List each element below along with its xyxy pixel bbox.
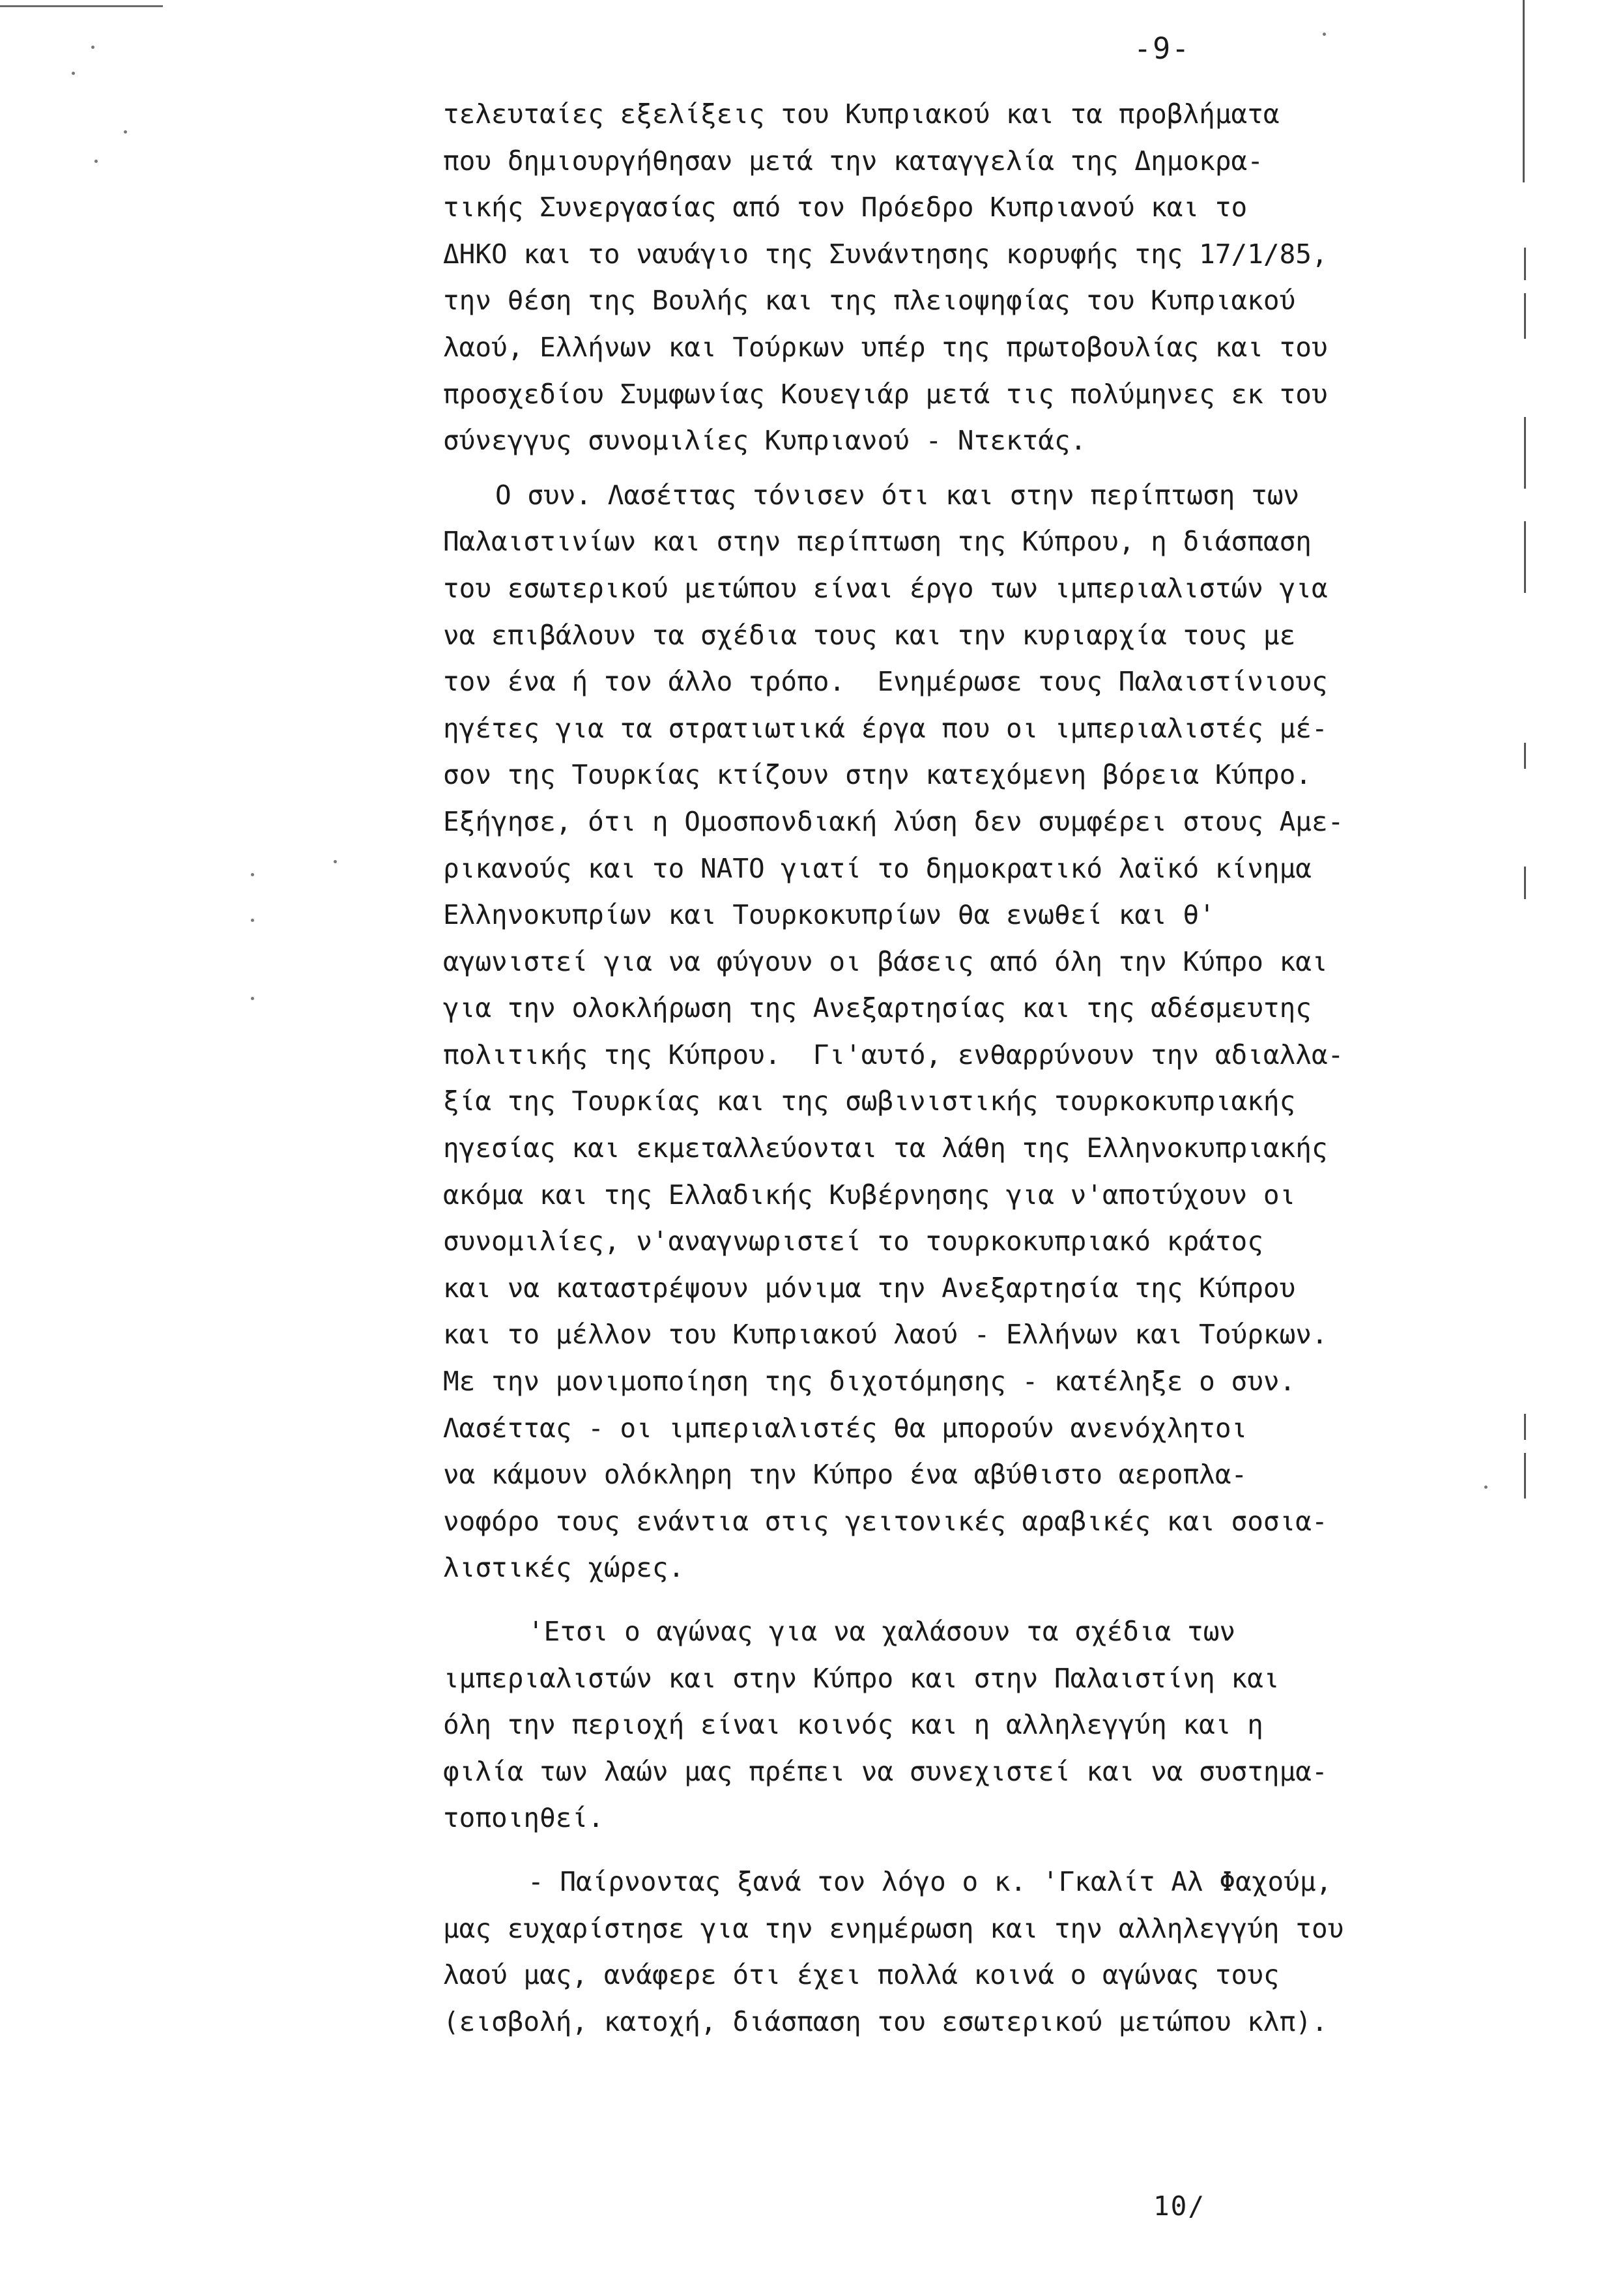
- text-line: σύνεγγυς συνομιλίες Κυπριανού - Ντεκτάς.: [443, 425, 1087, 457]
- margin-speck: [72, 72, 75, 75]
- margin-line: [1524, 248, 1526, 280]
- text-line: μας ευχαρίστησε για την ενημέρωση και την αλληλεγγύη του: [443, 1912, 1344, 1944]
- text-line: για την ολοκλήρωση της Ανεξαρτησίας και της αδέσμευτης: [443, 992, 1312, 1024]
- margin-speck: [1484, 1485, 1488, 1489]
- paragraph-gap: [443, 1592, 1459, 1609]
- paragraph-gap: [443, 1842, 1459, 1859]
- text-line: Ο συν. Λασέττας τόνισεν ότι και στην περίπτωση των: [495, 479, 1300, 511]
- text-line: Λασέττας - οι ιμπεριαλιστές θα μπορούν ανενόχλητοι: [443, 1412, 1248, 1444]
- paragraph-2: [443, 472, 1459, 1592]
- margin-line: [1524, 417, 1526, 489]
- margin-speck: [251, 873, 254, 876]
- text-line: λαού, Ελλήνων και Τούρκων υπέρ της πρωτοβουλίας και του: [443, 331, 1328, 363]
- text-line: Με την μονιμοποίηση της διχοτόμησης - κατέληξε ο συν.: [443, 1366, 1296, 1398]
- margin-line: [1524, 1453, 1526, 1499]
- margin-speck: [91, 46, 94, 49]
- text-line: που δημιουργήθησαν μετά την καταγγελία της Δημοκρα-: [443, 145, 1263, 177]
- text-line: προσχεδίου Συμφωνίας Κουεγιάρ μετά τις πολύμηνες εκ του: [443, 378, 1328, 410]
- margin-speck: [124, 130, 127, 134]
- margin-line: [1524, 867, 1526, 899]
- margin-speck: [94, 160, 98, 163]
- text-line: όλη την περιοχή είναι κοινός και η αλληλεγγύη και η: [443, 1709, 1263, 1741]
- text-line: σον της Τουρκίας κτίζουν στην κατεχόμενη βόρεια Κύπρο.: [443, 759, 1312, 791]
- body-text: [443, 91, 1459, 2045]
- top-rule: [0, 5, 163, 7]
- text-line: Εξήγησε, ότι η Ομοσπονδιακή λύση δεν συμφέρει στους Αμε-: [443, 805, 1344, 837]
- text-line: αγωνιστεί για να φύγουν οι βάσεις από όλη την Κύπρο και: [443, 945, 1328, 977]
- text-line: ΔΗΚΟ και το ναυάγιο της Συνάντησης κορυφής της 17/1/85,: [443, 238, 1328, 270]
- text-line: και να καταστρέψουν μόνιμα την Ανεξαρτησία της Κύπρου: [443, 1272, 1296, 1304]
- page-number: -9-: [1134, 31, 1191, 66]
- text-line: τικής Συνεργασίας από τον Πρόεδρο Κυπριανού και το: [443, 192, 1248, 223]
- paragraph-1: [443, 91, 1459, 465]
- text-line: ρικανούς και το ΝΑΤΟ γιατί το δημοκρατικό λαϊκό κίνημα: [443, 852, 1312, 884]
- paragraph-4: [443, 1859, 1459, 2045]
- margin-line: [1524, 521, 1526, 593]
- text-line: Παλαιστινίων και στην περίπτωση της Κύπρου, η διάσπαση: [443, 526, 1312, 558]
- paragraph-3: [443, 1609, 1459, 1842]
- paragraph-gap: [443, 465, 1459, 472]
- text-line: τελευταίες εξελίξεις του Κυπριακού και τα προβλήματα: [443, 98, 1280, 130]
- text-line: τον ένα ή τον άλλο τρόπο. Ενημέρωσε τους Παλαιστίνιους: [443, 666, 1328, 698]
- text-line: ηγεσίας και εκμεταλλεύονται τα λάθη της Ελληνοκυπριακής: [443, 1132, 1328, 1164]
- text-line: και το μέλλον του Κυπριακού λαού - Ελλήνων και Τούρκων.: [443, 1319, 1328, 1351]
- text-line: να κάμουν ολόκληρη την Κύπρο ένα αβύθιστο αεροπλα-: [443, 1459, 1248, 1491]
- text-line: ξία της Τουρκίας και της σωβινιστικής τουρκοκυπριακής: [443, 1085, 1296, 1117]
- margin-speck: [334, 860, 337, 863]
- margin-line: [1524, 1414, 1526, 1440]
- text-line: συνομιλίες, ν'αναγνωριστεί το τουρκοκυπριακό κράτος: [443, 1226, 1263, 1257]
- text-line: λαού μας, ανάφερε ότι έχει πολλά κοινά ο αγώνας τους: [443, 1959, 1280, 1991]
- text-line: την θέση της Βουλής και της πλειοψηφίας του Κυπριακού: [443, 285, 1296, 317]
- text-line: του εσωτερικού μετώπου είναι έργο των ιμπεριαλιστών για: [443, 572, 1328, 604]
- text-line: - Παίρνοντας ξανά τον λόγο ο κ. 'Γκαλίτ Αλ Φαχούμ,: [528, 1865, 1332, 1897]
- continuation-marker: 10/: [1153, 2190, 1206, 2222]
- text-line: 'Ετσι ο αγώνας για να χαλάσουν τα σχέδια των: [528, 1616, 1236, 1647]
- text-line: φιλία των λαών μας πρέπει να συνεχιστεί και να συστημα-: [443, 1755, 1328, 1787]
- text-line: πολιτικής της Κύπρου. Γι'αυτό, ενθαρρύνουν την αδιαλλα-: [443, 1039, 1344, 1070]
- text-line: ιμπεριαλιστών και στην Κύπρο και στην Παλαιστίνη και: [443, 1662, 1280, 1694]
- margin-line: [1523, 0, 1525, 182]
- text-line: λιστικές χώρες.: [443, 1552, 685, 1584]
- text-line: να επιβάλουν τα σχέδια τους και την κυριαρχία τους με: [443, 619, 1296, 651]
- text-line: νοφόρο τους ενάντια στις γειτονικές αραβικές και σοσια-: [443, 1505, 1328, 1537]
- margin-speck: [1323, 33, 1326, 36]
- text-line: (εισβολή, κατοχή, διάσπαση του εσωτερικού μετώπου κλπ).: [443, 2005, 1328, 2037]
- margin-line: [1524, 293, 1526, 339]
- text-line: Ελληνοκυπρίων και Τουρκοκυπρίων θα ενωθεί και θ': [443, 899, 1215, 931]
- margin-line: [1524, 743, 1526, 769]
- margin-speck: [251, 997, 254, 1000]
- text-line: τοποιηθεί.: [443, 1802, 604, 1834]
- margin-speck: [251, 919, 254, 922]
- text-line: ακόμα και της Ελλαδικής Κυβέρνησης για ν'αποτύχουν οι: [443, 1179, 1296, 1211]
- text-line: ηγέτες για τα στρατιωτικά έργα που οι ιμπεριαλιστές μέ-: [443, 712, 1328, 744]
